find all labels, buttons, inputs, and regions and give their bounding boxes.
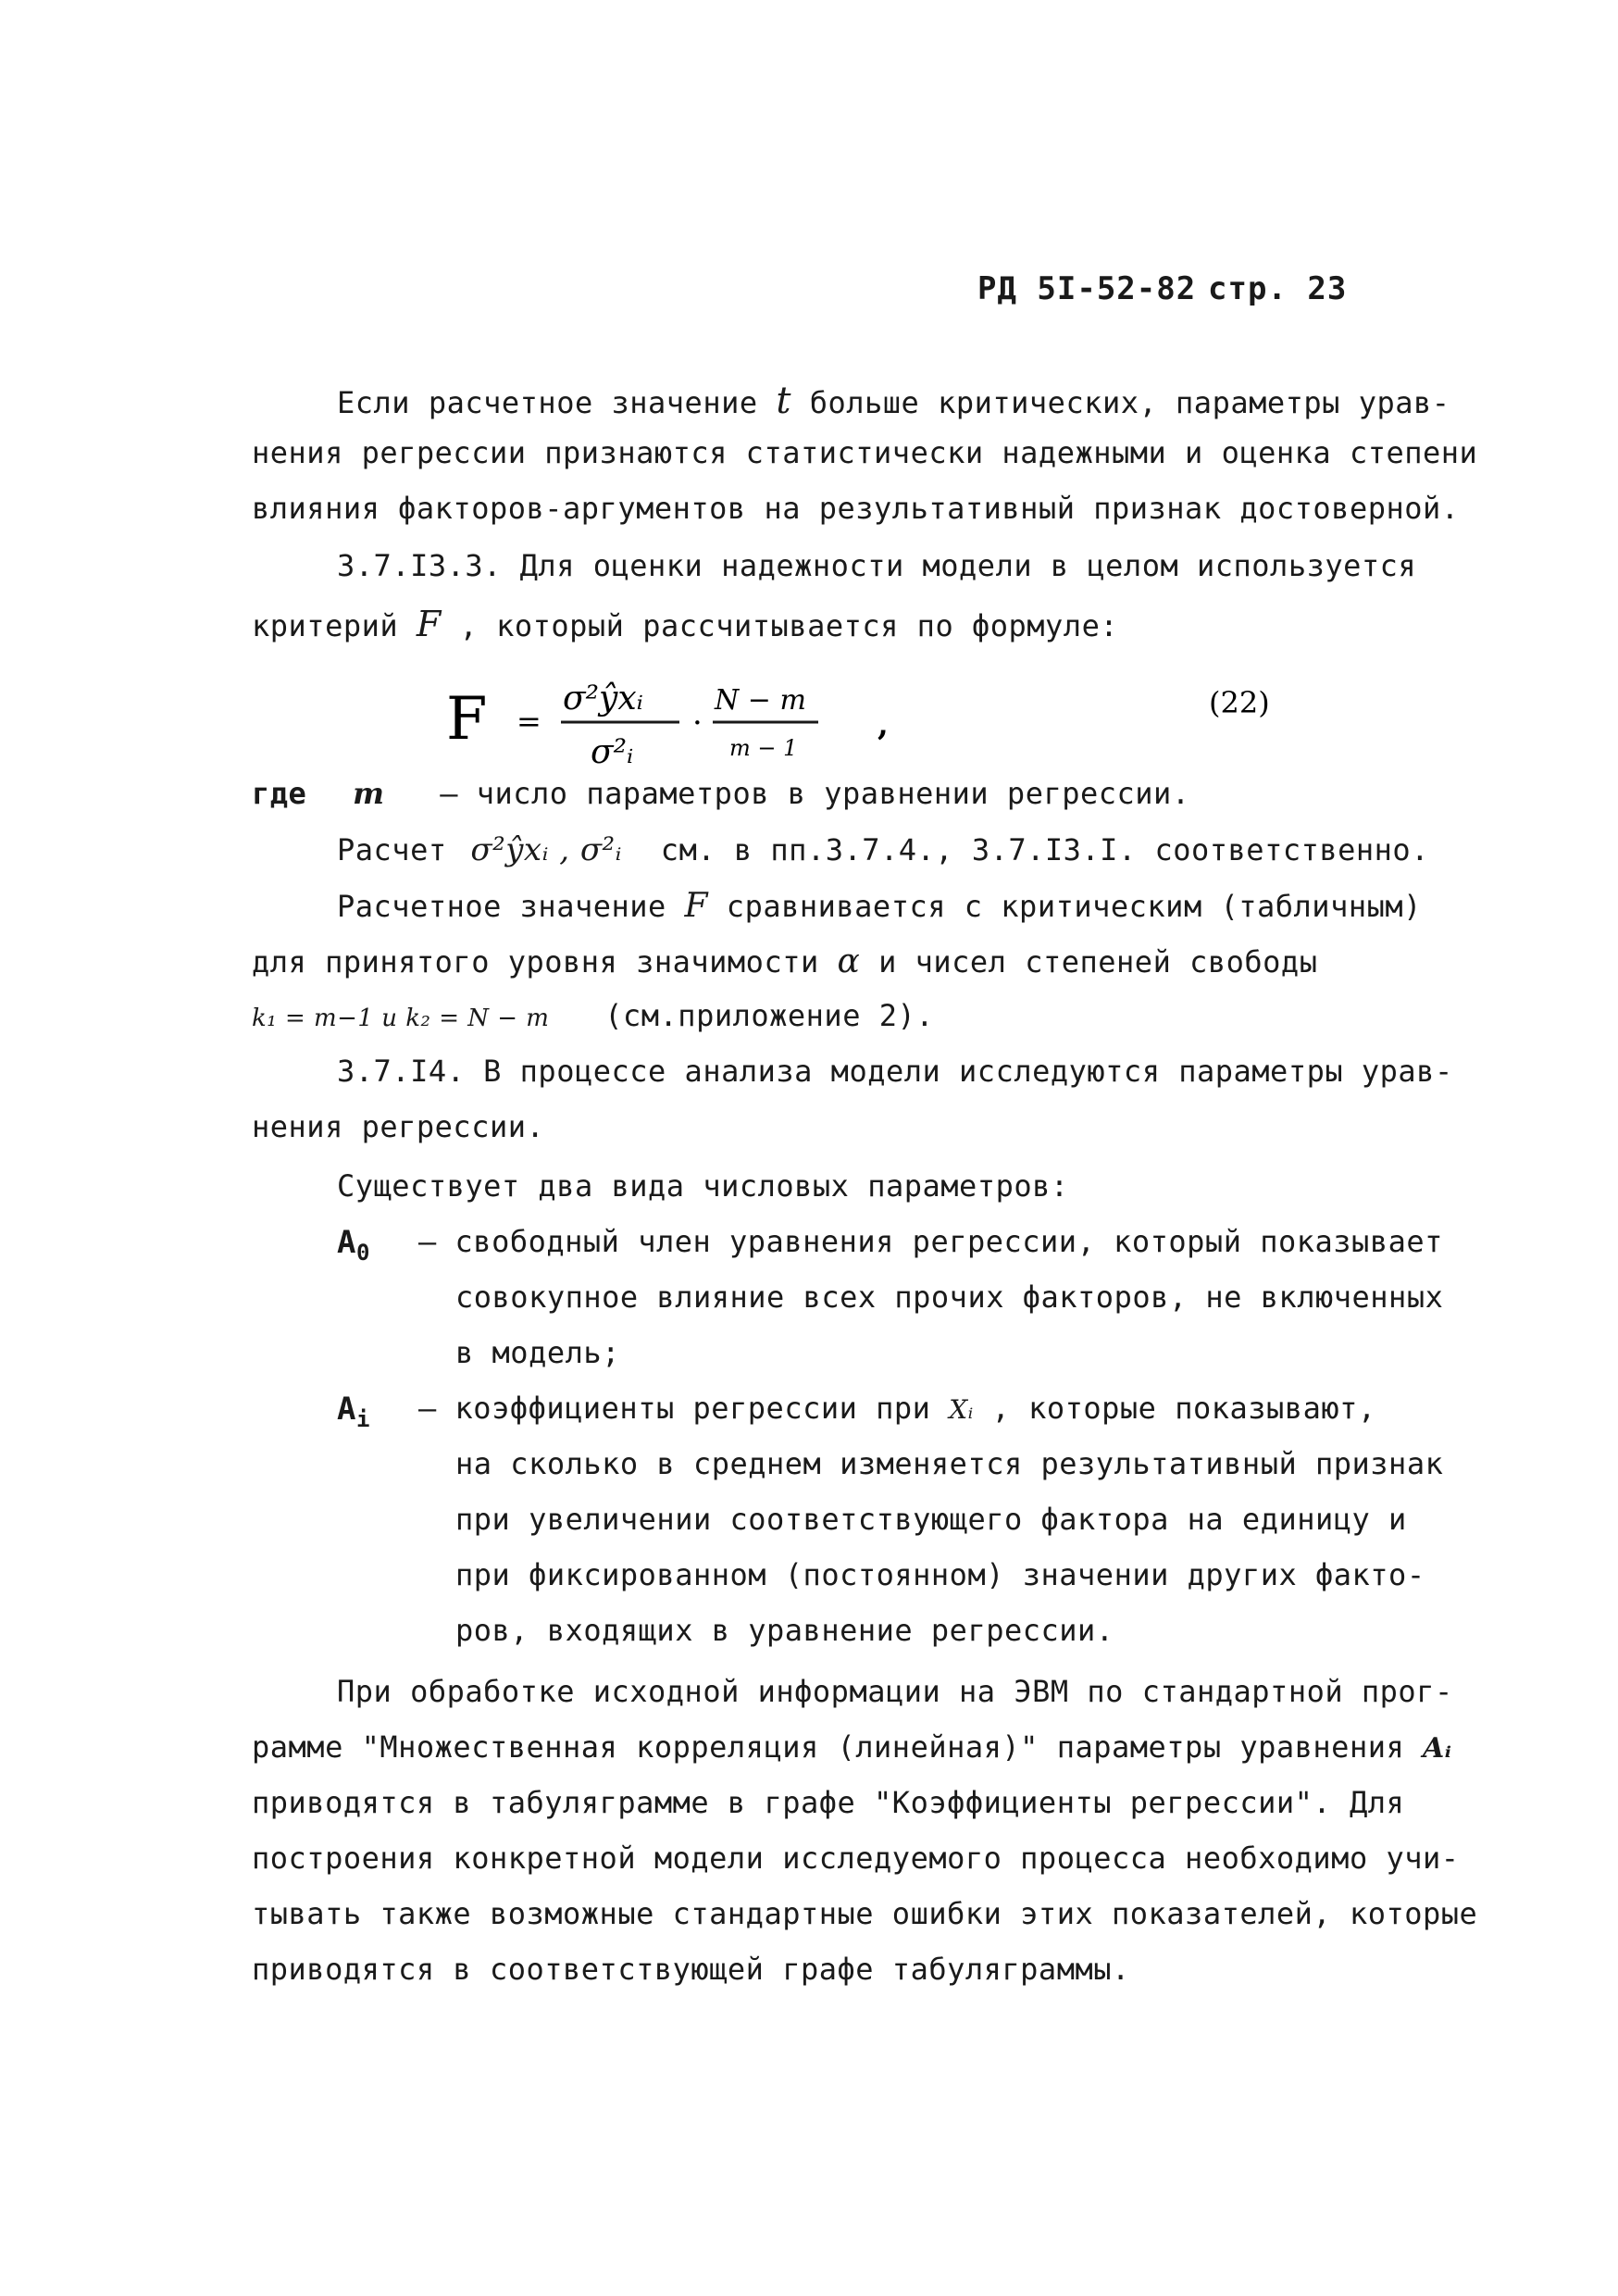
text: Если расчетное значение	[337, 385, 758, 420]
text: , которые показывают,	[991, 1391, 1376, 1426]
def-a0-line-3: в модель;	[455, 1335, 620, 1370]
formula-equals: =	[517, 704, 541, 739]
symbol-m: m	[353, 776, 385, 811]
text: см. в пп.3.7.4., 3.7.I3.I. соответственно.	[660, 832, 1429, 867]
term-subscript: i	[355, 1405, 370, 1432]
symbol-t: t	[776, 380, 791, 422]
formula-lhs: F	[446, 685, 488, 754]
symbol-xi: Xᵢ	[949, 1394, 974, 1425]
paragraph-6-line-4: построения конкретной модели исследуемого процесса необходимо учи-	[252, 1841, 1460, 1876]
document-code: РД 5I-52-82	[977, 270, 1197, 307]
text: Расчет	[337, 832, 447, 867]
paragraph-3-line-1	[337, 887, 1422, 925]
page-number: стр. 23	[1208, 270, 1348, 307]
paragraph-6-line-2	[252, 1729, 1451, 1765]
formula-22	[435, 657, 1361, 778]
paragraph-6-line-1: При обработке исходной информации на ЭВМ по стандартной прог-	[337, 1674, 1453, 1709]
paragraph-1-line-3: влияния факторов-аргументов на результативный признак достоверной.	[252, 491, 1460, 526]
term-letter: A	[337, 1224, 356, 1261]
formula-numerator-2: N − m	[715, 684, 806, 717]
term-letter: A	[337, 1391, 356, 1428]
text: – коэффициенты регрессии при	[418, 1391, 931, 1426]
paragraph-6-line-6: приводятся в соответствующей графе табуляграммы.	[252, 1952, 1130, 1987]
text: для принятого уровня значимости	[252, 944, 819, 980]
def-ai-line-4: при фиксированном (постоянном) значении других факто-	[455, 1557, 1425, 1592]
formula-dot: ·	[692, 705, 703, 742]
formula-comma: ,	[877, 706, 889, 743]
paragraph-4-line-2: нения регрессии.	[252, 1109, 545, 1144]
paragraph-3-line-3	[252, 998, 934, 1033]
degrees-of-freedom: k₁ = m−1 и k₂ = N − m	[252, 1004, 550, 1032]
paragraph-1-line-2: нения регрессии признаются статистически надежными и оценка степени	[252, 435, 1478, 470]
symbol-alpha: α	[837, 942, 861, 980]
paragraph-2-line-1: 3.7.I3.3. Для оценки надежности модели в целом используется	[337, 548, 1417, 583]
term-a0	[337, 1224, 370, 1266]
paragraph-6-line-3: приводятся в табуляграмме в графе "Коэффициенты регрессии". Для	[252, 1785, 1405, 1820]
text: – число параметров в уравнении регрессии.	[440, 776, 1190, 811]
symbol-ai: Aᵢ	[1423, 1732, 1452, 1765]
def-ai-line-3: при увеличении соответствующего фактора на единицу и	[455, 1502, 1407, 1537]
paragraph-1-line-1	[337, 380, 1450, 422]
text: критерий	[252, 608, 399, 643]
text: сравнивается с критическим (табличным)	[726, 889, 1422, 924]
formula-denominator-2: m − 1	[729, 735, 798, 761]
def-a0-line-1: – свободный член уравнения регрессии, который показывает	[418, 1224, 1443, 1259]
symbol-F: F	[684, 887, 709, 925]
text: , который рассчитывается по формуле:	[459, 608, 1119, 643]
def-ai-line-5: ров, входящих в уравнение регрессии.	[455, 1613, 1114, 1648]
term-subscript: 0	[355, 1239, 370, 1266]
text: больше критических, параметры урав-	[809, 385, 1450, 420]
def-ai-line-1	[418, 1391, 1376, 1426]
text: рамме "Множественная корреляция (линейная)" параметры уравнения	[252, 1729, 1405, 1765]
paragraph-3-line-2	[252, 942, 1317, 980]
formula-denominator-1: σ²ᵢ	[591, 733, 634, 771]
calc-line	[337, 831, 1429, 868]
text: и чисел степеней свободы	[878, 944, 1318, 980]
paragraph-6-line-5: тывать также возможные стандартные ошибки этих показателей, которые	[252, 1896, 1478, 1931]
paragraph-5-line-1: Существует два вида числовых параметров:	[337, 1168, 1069, 1204]
formula-numerator-1: σ²ŷxᵢ	[563, 680, 643, 718]
variance-symbols: σ²ŷxᵢ , σ²ᵢ	[470, 831, 623, 868]
formula-number: (22)	[1209, 685, 1270, 720]
def-ai-line-2: на сколько в среднем изменяется результативный признак	[455, 1446, 1444, 1481]
where-word: где	[252, 776, 307, 811]
symbol-F: F	[416, 604, 442, 644]
term-ai	[337, 1391, 370, 1432]
text: Расчетное значение	[337, 889, 666, 924]
paragraph-4-line-1: 3.7.I4. В процессе анализа модели исследуются параметры урав-	[337, 1054, 1453, 1089]
text: (см.приложение 2).	[604, 998, 935, 1033]
paragraph-2-line-2	[252, 604, 1118, 644]
where-line	[252, 776, 1190, 811]
def-a0-line-2: совокупное влияние всех прочих факторов, не включенных	[455, 1279, 1444, 1315]
